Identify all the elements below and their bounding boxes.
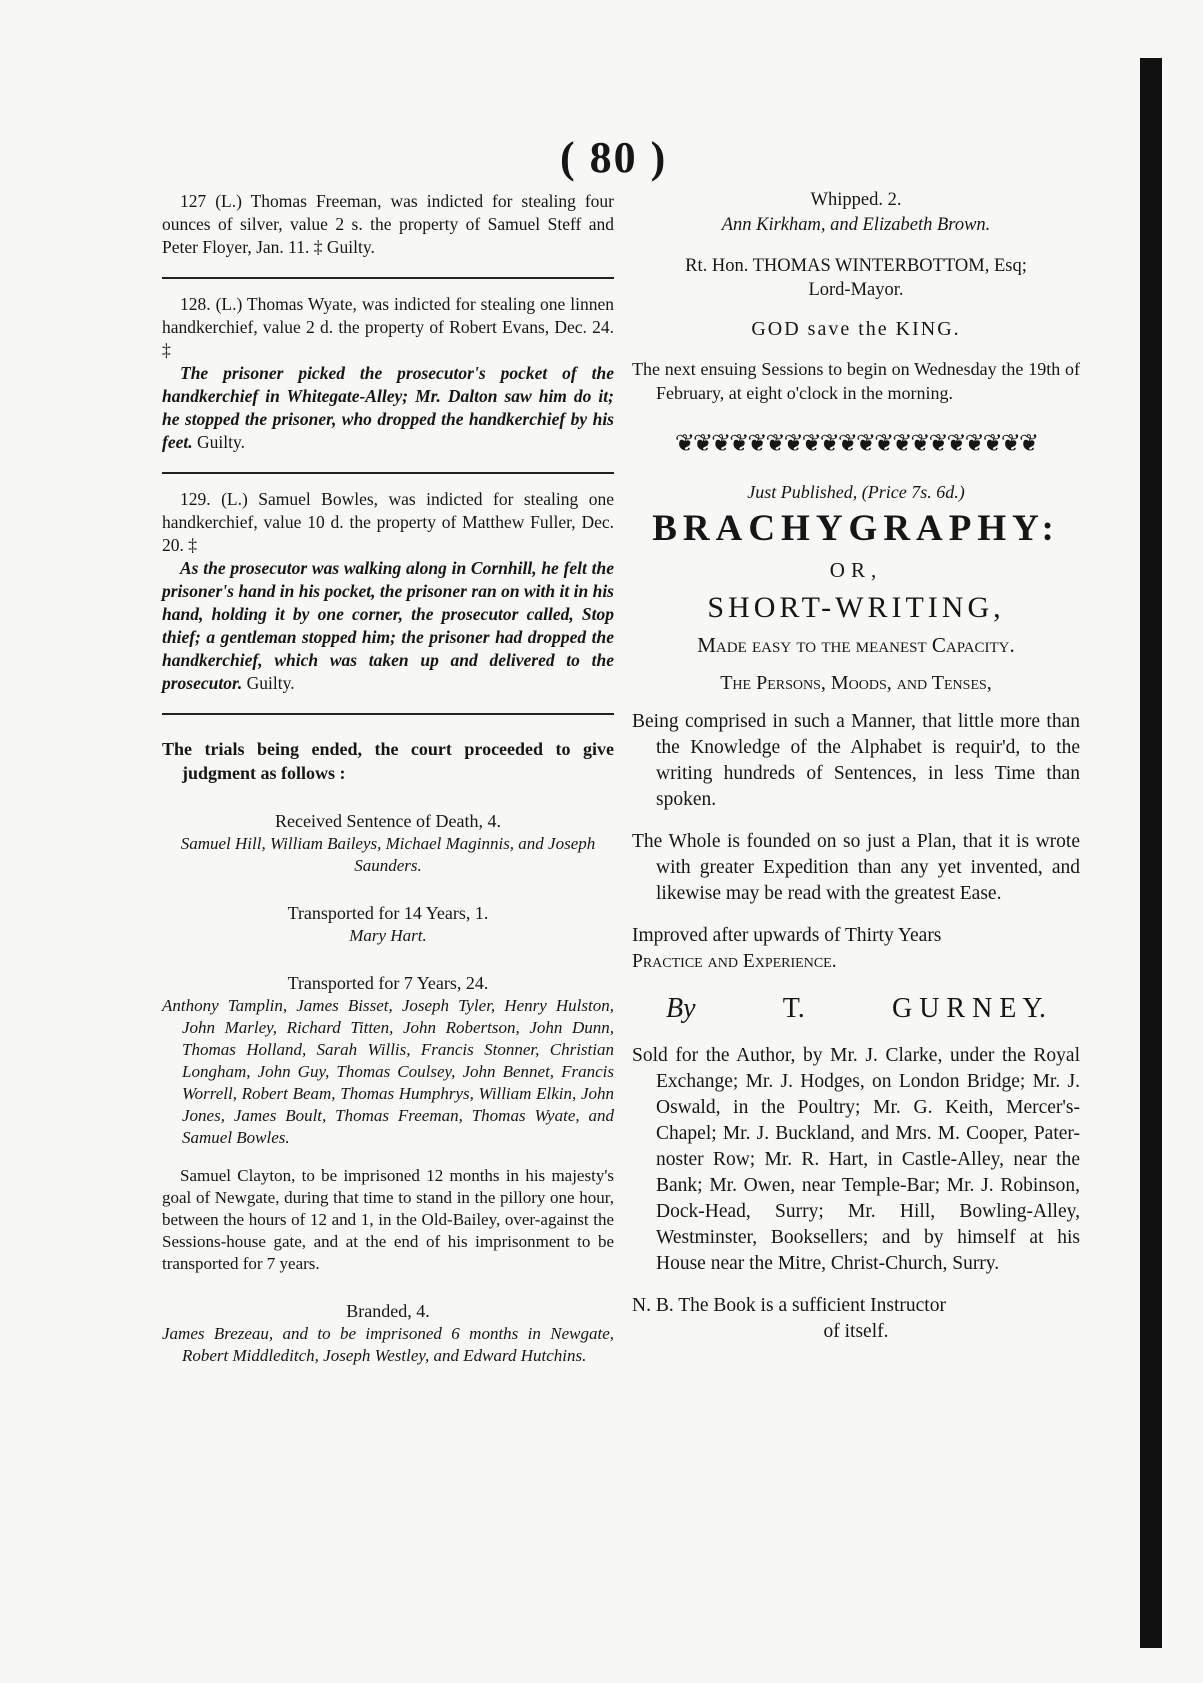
trial-entry-127 [162, 190, 614, 259]
trial-127-text: 127 (L.) Thomas Freeman, was indicted for stealing four ounces of silver, value 2 s. the property of Samuel Steff and Peter Floyer, Jan. 11. ‡ Guilty. [162, 191, 614, 257]
scan-edge-bar [1140, 58, 1162, 1648]
nota-bene-line-1: N. B. The Book is a sufficient Instructor [632, 1295, 946, 1316]
improved-line: Improved after upwards of Thirty Years [632, 925, 942, 946]
left-column [162, 190, 614, 1367]
description-para-2: The Whole is founded on so just a Plan, that it is wrote with greater Expedition than any yet invented, and likewise may be read with the greatest Ease. [632, 831, 1080, 904]
nota-bene-line-2: of itself. [823, 1321, 889, 1342]
clayton-sentence: Samuel Clayton, to be imprisoned 12 months in his majesty's goal of Newgate, during that time to stand in the pillory one hour, between the hours of 12 and 1, in the Old-Bailey, over-against the Sessions-house gate, and at the end of his imprisonment to be transported for 7 years. [162, 1166, 614, 1273]
made-easy-line: Made easy to the meanest Capacity. [697, 633, 1015, 657]
trial-entry-128 [162, 293, 614, 454]
booksellers-list: Sold for the Author, by Mr. J. Clarke, under the Royal Exchange; Mr. J. Hodges, on London Bridge; Mr. J. Oswald, in the Poultry; Mr. G. Keith, Mercer's-Chapel; Mr. J. Buckland, and Mrs. M. Cooper, Pater-noster Row; Mr. R. Hart, in Castle-Alley, near the Bank; Mr. Owen, near Temple-Bar; Mr. J. Robinson, Dock-Head, Surry; Mr. Hill, Bowling-Alley, Westminster, Booksellers; and by himself at his House near the Mitre, Christ-Church, Surry. [632, 1045, 1080, 1274]
whipped-names: Ann Kirkham, and Elizabeth Brown. [721, 215, 991, 235]
death-names: Samuel Hill, William Baileys, Michael Maginnis, and Joseph Saunders. [180, 834, 596, 875]
death-heading: Received Sentence of Death, 4. [275, 811, 501, 831]
trial-128-text: 128. (L.) Thomas Wyate, was indicted for stealing one linnen handkerchief, value 2 d. the property of Robert Evans, Dec. 24. ‡ [162, 294, 614, 360]
author-byline [632, 993, 1080, 1025]
trial-129-verdict: Guilty. [246, 673, 295, 693]
right-column [632, 188, 1080, 1345]
book-subtitle: SHORT-WRITING, [707, 591, 1005, 624]
trial-129-report: As the prosecutor was walking along in Cornhill, he felt the prisoner's hand in his pocket, the prisoner ran on with it in his hand, holding it by one corner, the prosecutor called, Stop thief; a gentleman stopped him; the prisoner had dropped the handkerchief, which was taken up and delivered to the prosecutor. Guilty. [162, 558, 614, 693]
judgment-intro: The trials being ended, the court proceeded to give judgment as follows : [162, 739, 614, 783]
divider-rule [162, 277, 614, 279]
book-title-or: OR, [829, 558, 883, 582]
transported-14-heading: Transported for 14 Years, 1. [287, 903, 489, 923]
whipped-heading: Whipped. 2. [810, 190, 902, 210]
author-initial: T. [782, 993, 805, 1024]
page-number: ( 80 ) [560, 133, 668, 182]
description-para-1: Being comprised in such a Manner, that little more than the Knowledge of the Alphabet is requir'd, to the writing hundreds of Sentences, in less Time than spoken. [632, 711, 1080, 810]
author-name: G U R N E Y. [891, 993, 1046, 1024]
branded-heading: Branded, 4. [346, 1301, 430, 1321]
lord-mayor-block [632, 254, 1080, 302]
just-published: Just Published, (Price 7s. 6d.) [747, 482, 965, 502]
god-save-the-king: GOD save the KING. [751, 318, 961, 340]
transported-7-heading: Transported for 7 Years, 24. [287, 973, 489, 993]
transported-7-names: Anthony Tamplin, James Bisset, Joseph Tyler, Henry Hulston, John Marley, Richard Titten, John Robertson, John Dunn, Thomas Holland, Sarah Willis, Francis Stonner, Christian Longham, John Guy, Thomas Coulsey, John Bennet, Francis Worrell, Robert Beam, Thomas Humphrys, William Elkin, John Jones, James Boult, Thomas Freeman, Thomas Wyate, and Samuel Bowles. [162, 996, 614, 1147]
divider-rule [162, 472, 614, 474]
lord-mayor-name: Rt. Hon. THOMAS WINTERBOTTOM, Esq; [685, 256, 1027, 276]
practice-experience: Practice and Experience. [632, 951, 837, 972]
transported-14-names: Mary Hart. [349, 926, 427, 945]
trial-129-text: 129. (L.) Samuel Bowles, was indicted for stealing one handkerchief, value 10 d. the property of Matthew Fuller, Dec. 20. ‡ [162, 489, 614, 555]
nota-bene [632, 1293, 1080, 1345]
by-word: By [666, 993, 696, 1024]
branded-names: James Brezeau, and to be imprisoned 6 months in Newgate, Robert Middleditch, Joseph Westley, and Edward Hutchins. [162, 1324, 614, 1365]
divider-rule [162, 713, 614, 715]
trial-128-verdict: Guilty. [196, 432, 245, 452]
ornament-border: ❦❦❦❦❦❦❦❦❦❦❦❦❦❦❦❦❦❦❦❦ [674, 431, 1038, 457]
book-title: BRACHYGRAPHY: [652, 508, 1060, 549]
trial-entry-129 [162, 488, 614, 695]
next-sessions-notice: The next ensuing Sessions to begin on Wednesday the 19th of February, at eight o'clock in the morning. [632, 359, 1080, 403]
lord-mayor-title: Lord-Mayor. [808, 280, 904, 300]
persons-moods-tenses: The Persons, Moods, and Tenses, [720, 672, 992, 694]
trial-128-report: The prisoner picked the prosecutor's pocket of the handkerchief in Whitegate-Alley; Mr. Dalton saw him do it; he stopped the prisoner, who dropped the handkerchief by his feet. Guilty. [162, 363, 614, 452]
